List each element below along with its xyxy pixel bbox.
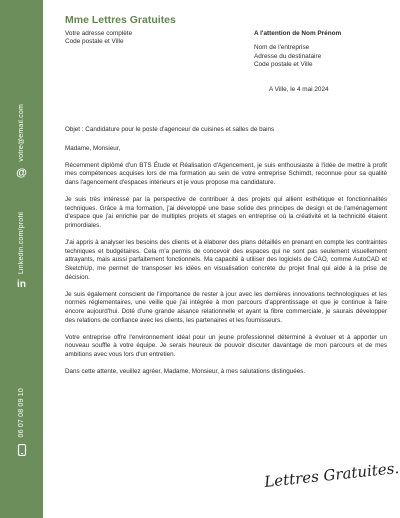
linkedin-text: Linkedin.com/profil <box>18 212 25 275</box>
recipient-attention: A l'attention de Nom Prénom <box>254 30 342 37</box>
letter-paragraph: Je suis très intéressé par la perspective de contribuer à des projets qui allient esthétique et fonctionnalités techniques. Grâce à ma formation, j'ai développé une base solide des principes de design et de l'aménagement d'espace que j'ai enrichie par de multiples projets et stages en entreprise où la créativité et la technicité étaient primordiales. <box>65 195 387 229</box>
letter-body <box>65 126 387 385</box>
at-icon: @ <box>16 166 27 179</box>
letter-salutation: Madame, Monsieur, <box>65 144 121 152</box>
email-text: votre@email.com <box>18 104 25 162</box>
recipient-address: Adresse du destinataire <box>254 52 322 60</box>
letter-paragraph: Votre entreprise offre l'environnement idéal pour un jeune professionnel déterminé à évoluer et à apporter un nouveau souffle à votre équipe. Je serais heureux de pouvoir discuter davantage de mon parcours et de mes ambitions avec vous lors d'un entretien. <box>65 333 387 358</box>
recipient-city: Code postale et Ville <box>254 61 313 69</box>
letter-object: Objet : Candidature pour le poste d'agenceur de cuisines et salles de bains <box>65 126 275 133</box>
letter-paragraph: Récemment diplômé d'un BTS Étude et Réalisation d'Agencement, je suis enthousiaste à l'idée de mettre à profit mes compétences acquises lors de ma formation au sein de votre entreprise Schimdt, reconnue pour sa qualité dans l'agencement d'espaces intérieurs et je vous propose ma candidature. <box>65 161 387 186</box>
linkedin-icon: in <box>17 279 26 291</box>
letter-date: A Ville, le 4 mai 2024 <box>269 86 329 93</box>
letter-closing: Dans cette attente, veuillez agréer, Madame, Monsieur, à mes salutations distinguées. <box>65 367 306 375</box>
sender-city: Code postale et Ville <box>65 38 124 46</box>
recipient-company: Nom de l'entreprise <box>254 43 310 51</box>
letter-paragraph: J'ai appris à analyser les besoins des clients et à élaborer des plans détaillés en prenant en compte les contraintes techniques et budgétaires. Cela m'a permis de concevoir des espaces qui ne sont pas seulement visuellement attrayants, mais aussi parfaitement fonctionnels. Ma capacité à utiliser des logiciels de CAO, comme AutoCAD et SketchUp, me permet de transposer les idées en visualisation concrète du projet final qui aide à la prise de décision. <box>65 238 387 281</box>
letter-paragraph: Je suis également conscient de l'importance de rester à jour avec les dernières innovations technologiques et les normes réglementaires, une veille que j'ai intégrée à mon parcours d'apprentissage et que je continue à faire encore aujourd'hui. Doté d'une grande aisance relationnelle et ayant la fibre commerciale, je saurais développer des relations de confiance avec les clients, les partenaires et les fournisseurs. <box>65 290 387 324</box>
sender-name: Mme Lettres Gratuites <box>65 14 176 26</box>
sender-block <box>65 30 132 47</box>
sender-address: Votre adresse complète <box>65 30 133 37</box>
recipient-block <box>254 30 394 70</box>
signature: Lettres Gratuites. <box>263 458 400 492</box>
phone-text: 06 07 08 09 10 <box>18 388 25 438</box>
